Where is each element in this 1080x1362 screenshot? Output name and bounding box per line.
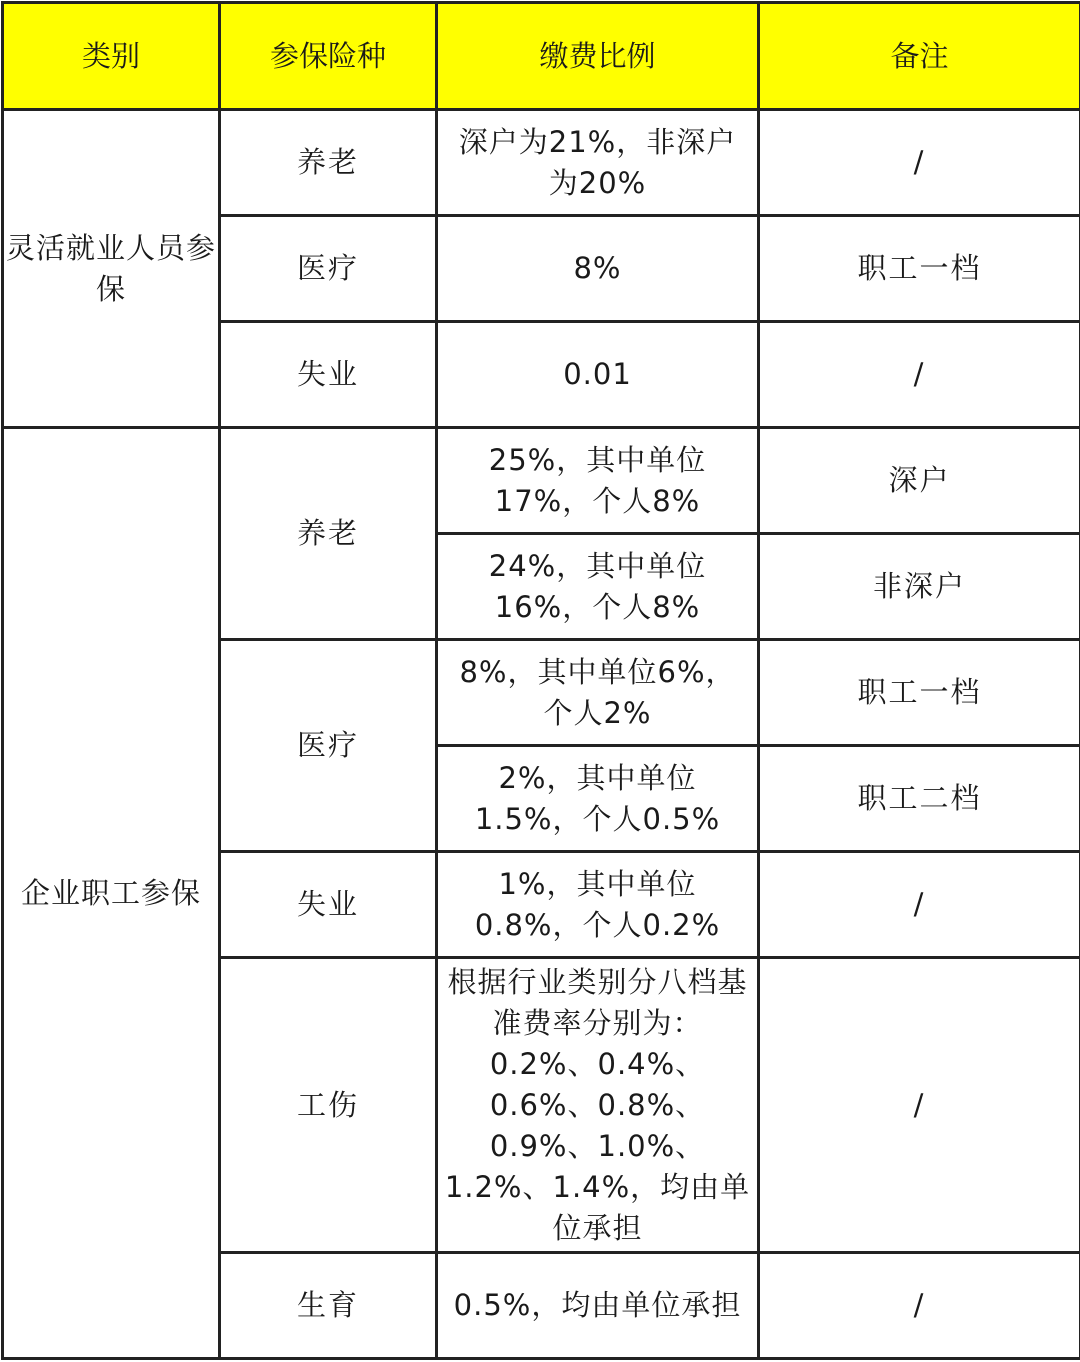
rate-cell: 2%，其中单位1.5%，个人0.5% bbox=[437, 746, 759, 852]
rate-cell: 8%，其中单位6%，个人2% bbox=[437, 640, 759, 746]
rate-cell: 24%，其中单位16%，个人8% bbox=[437, 534, 759, 640]
insurance-type-cell: 养老 bbox=[220, 110, 437, 216]
header-note: 备注 bbox=[759, 3, 1080, 110]
header-insurance-type: 参保险种 bbox=[220, 3, 437, 110]
note-cell: / bbox=[759, 322, 1080, 428]
insurance-type-cell: 生育 bbox=[220, 1253, 437, 1359]
insurance-type-cell: 养老 bbox=[220, 428, 437, 640]
note-cell: / bbox=[759, 110, 1080, 216]
table-row bbox=[3, 110, 1080, 216]
rate-cell: 25%，其中单位17%，个人8% bbox=[437, 428, 759, 534]
insurance-type-cell: 工伤 bbox=[220, 958, 437, 1253]
note-cell: 职工一档 bbox=[759, 216, 1080, 322]
insurance-type-cell: 失业 bbox=[220, 322, 437, 428]
category-enterprise: 企业职工参保 bbox=[3, 428, 220, 1359]
insurance-rate-table bbox=[1, 1, 1080, 1360]
insurance-type-cell: 医疗 bbox=[220, 640, 437, 852]
note-cell: 职工一档 bbox=[759, 640, 1080, 746]
rate-cell: 根据行业类别分八档基准费率分别为：0.2%、0.4%、0.6%、0.8%、0.9%、1.0%、1.2%、1.4%，均由单位承担 bbox=[437, 958, 759, 1253]
rate-cell: 8% bbox=[437, 216, 759, 322]
insurance-type-cell: 医疗 bbox=[220, 216, 437, 322]
rate-cell: 0.5%，均由单位承担 bbox=[437, 1253, 759, 1359]
note-cell: / bbox=[759, 852, 1080, 958]
rate-cell: 0.01 bbox=[437, 322, 759, 428]
table-row bbox=[3, 428, 1080, 534]
header-row bbox=[3, 3, 1080, 110]
header-rate: 缴费比例 bbox=[437, 3, 759, 110]
note-cell: / bbox=[759, 1253, 1080, 1359]
note-cell: / bbox=[759, 958, 1080, 1253]
insurance-type-cell: 失业 bbox=[220, 852, 437, 958]
rate-cell: 深户为21%，非深户为20% bbox=[437, 110, 759, 216]
note-cell: 深户 bbox=[759, 428, 1080, 534]
header-category: 类别 bbox=[3, 3, 220, 110]
category-flexible: 灵活就业人员参保 bbox=[3, 110, 220, 428]
rate-cell: 1%，其中单位0.8%，个人0.2% bbox=[437, 852, 759, 958]
note-cell: 非深户 bbox=[759, 534, 1080, 640]
note-cell: 职工二档 bbox=[759, 746, 1080, 852]
